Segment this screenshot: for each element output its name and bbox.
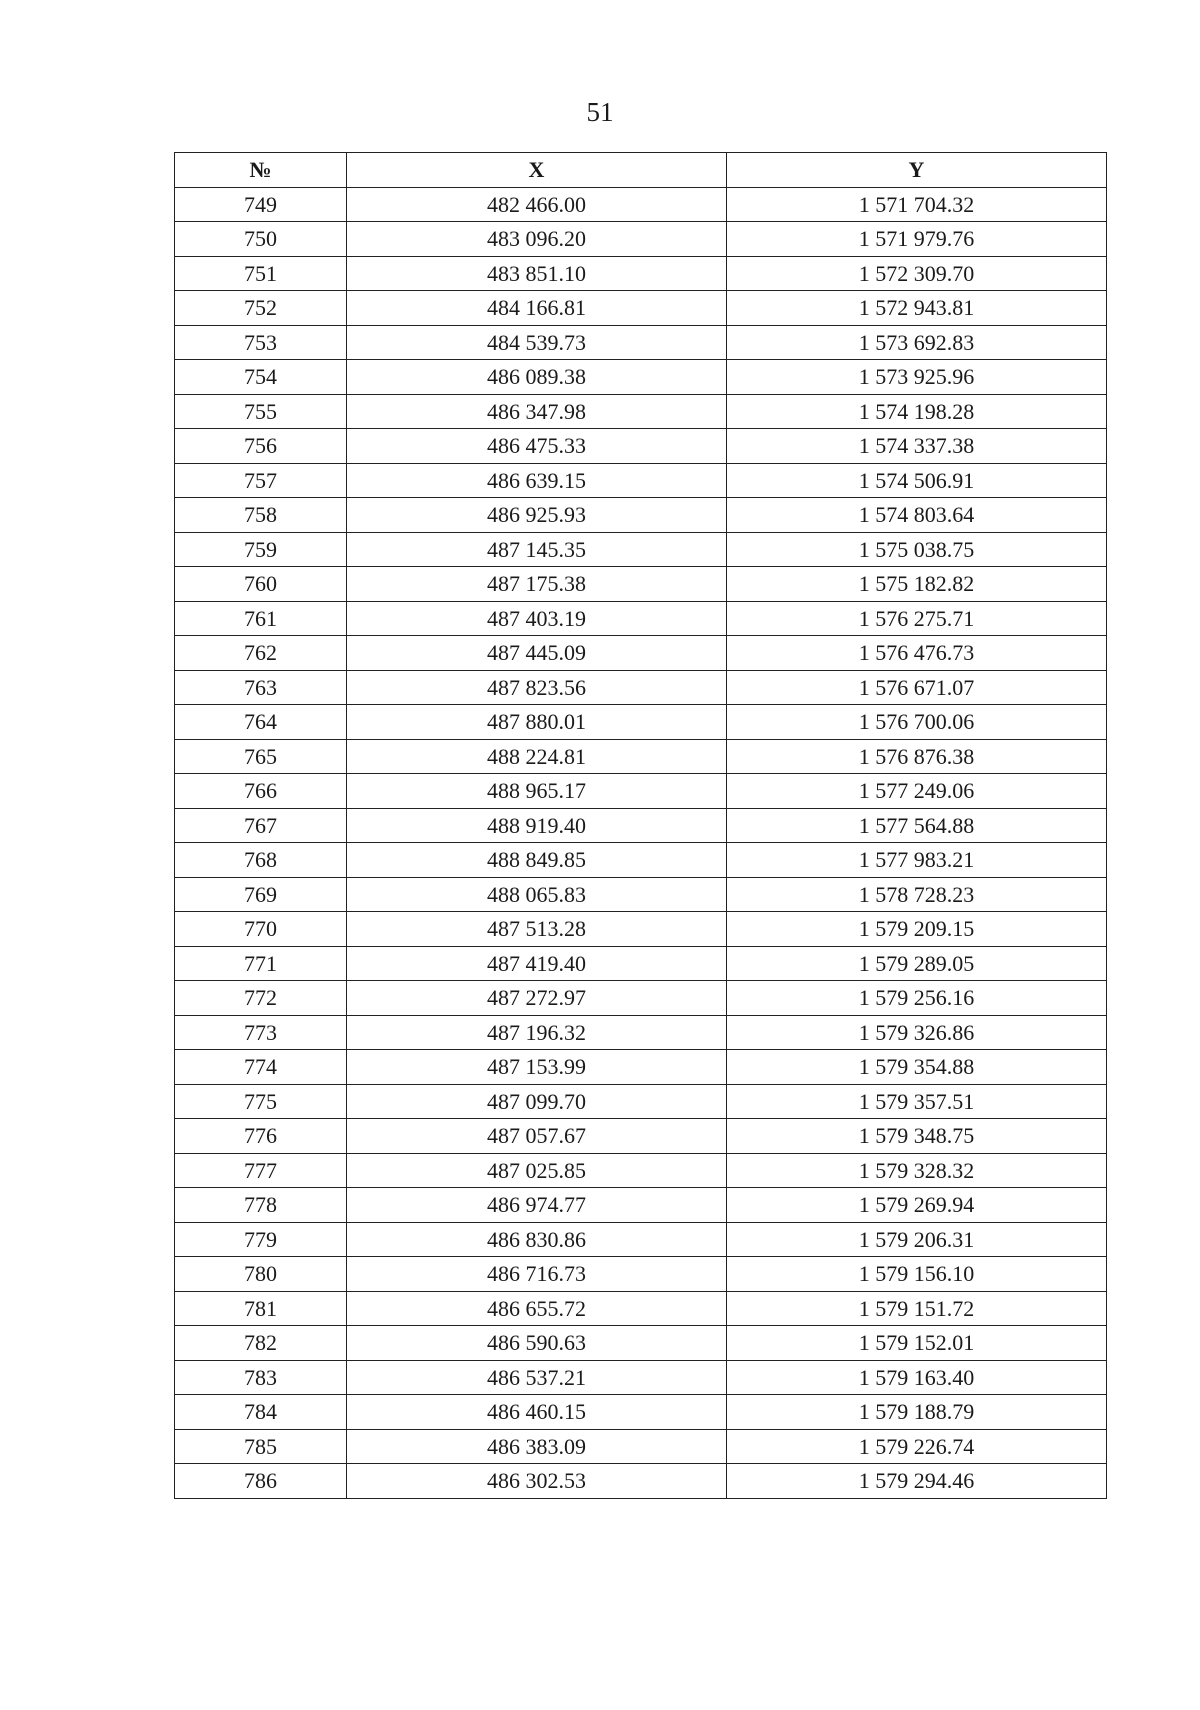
cell-y: 1 573 692.83 (727, 325, 1107, 360)
cell-y: 1 574 198.28 (727, 394, 1107, 429)
cell-number: 780 (175, 1257, 347, 1292)
table-row (175, 601, 1107, 636)
cell-y: 1 578 728.23 (727, 877, 1107, 912)
cell-number: 757 (175, 463, 347, 498)
cell-x: 486 925.93 (347, 498, 727, 533)
cell-y: 1 579 226.74 (727, 1429, 1107, 1464)
cell-y: 1 576 671.07 (727, 670, 1107, 705)
cell-number: 758 (175, 498, 347, 533)
table-row (175, 843, 1107, 878)
cell-number: 783 (175, 1360, 347, 1395)
cell-x: 487 057.67 (347, 1119, 727, 1154)
cell-y: 1 576 275.71 (727, 601, 1107, 636)
cell-y: 1 579 294.46 (727, 1464, 1107, 1499)
cell-y: 1 579 152.01 (727, 1326, 1107, 1361)
cell-x: 483 851.10 (347, 256, 727, 291)
cell-number: 764 (175, 705, 347, 740)
cell-number: 756 (175, 429, 347, 464)
table-row (175, 1153, 1107, 1188)
cell-x: 486 383.09 (347, 1429, 727, 1464)
table-row (175, 291, 1107, 326)
cell-x: 486 089.38 (347, 360, 727, 395)
cell-number: 753 (175, 325, 347, 360)
cell-y: 1 573 925.96 (727, 360, 1107, 395)
table-row (175, 1015, 1107, 1050)
cell-x: 488 965.17 (347, 774, 727, 809)
table-row (175, 1050, 1107, 1085)
cell-x: 488 224.81 (347, 739, 727, 774)
cell-y: 1 576 476.73 (727, 636, 1107, 671)
cell-y: 1 579 354.88 (727, 1050, 1107, 1085)
cell-y: 1 579 156.10 (727, 1257, 1107, 1292)
table-row (175, 877, 1107, 912)
cell-y: 1 579 328.32 (727, 1153, 1107, 1188)
cell-x: 486 302.53 (347, 1464, 727, 1499)
column-header-x: X (347, 153, 727, 188)
cell-x: 487 175.38 (347, 567, 727, 602)
table-row (175, 1084, 1107, 1119)
cell-y: 1 577 564.88 (727, 808, 1107, 843)
cell-x: 487 196.32 (347, 1015, 727, 1050)
cell-x: 487 025.85 (347, 1153, 727, 1188)
table-row (175, 670, 1107, 705)
cell-y: 1 579 163.40 (727, 1360, 1107, 1395)
cell-number: 775 (175, 1084, 347, 1119)
cell-x: 486 347.98 (347, 394, 727, 429)
cell-x: 487 419.40 (347, 946, 727, 981)
cell-y: 1 579 256.16 (727, 981, 1107, 1016)
table-row (175, 394, 1107, 429)
table-row (175, 1464, 1107, 1499)
cell-y: 1 574 337.38 (727, 429, 1107, 464)
cell-number: 754 (175, 360, 347, 395)
cell-number: 762 (175, 636, 347, 671)
cell-number: 772 (175, 981, 347, 1016)
cell-number: 765 (175, 739, 347, 774)
cell-y: 1 571 979.76 (727, 222, 1107, 257)
table-row (175, 1119, 1107, 1154)
cell-number: 776 (175, 1119, 347, 1154)
table-row (175, 1326, 1107, 1361)
cell-x: 482 466.00 (347, 187, 727, 222)
cell-number: 770 (175, 912, 347, 947)
cell-number: 778 (175, 1188, 347, 1223)
cell-x: 484 166.81 (347, 291, 727, 326)
cell-number: 755 (175, 394, 347, 429)
cell-y: 1 575 038.75 (727, 532, 1107, 567)
cell-number: 784 (175, 1395, 347, 1430)
cell-x: 486 460.15 (347, 1395, 727, 1430)
table-row (175, 187, 1107, 222)
cell-x: 488 849.85 (347, 843, 727, 878)
cell-x: 487 099.70 (347, 1084, 727, 1119)
cell-y: 1 579 348.75 (727, 1119, 1107, 1154)
table-row (175, 1291, 1107, 1326)
cell-y: 1 579 151.72 (727, 1291, 1107, 1326)
table-row (175, 256, 1107, 291)
cell-number: 782 (175, 1326, 347, 1361)
cell-x: 487 272.97 (347, 981, 727, 1016)
cell-y: 1 574 803.64 (727, 498, 1107, 533)
cell-number: 768 (175, 843, 347, 878)
cell-x: 487 145.35 (347, 532, 727, 567)
table-row (175, 739, 1107, 774)
cell-y: 1 579 289.05 (727, 946, 1107, 981)
cell-y: 1 574 506.91 (727, 463, 1107, 498)
cell-x: 486 830.86 (347, 1222, 727, 1257)
table-row (175, 463, 1107, 498)
cell-x: 486 974.77 (347, 1188, 727, 1223)
cell-y: 1 579 206.31 (727, 1222, 1107, 1257)
cell-number: 750 (175, 222, 347, 257)
table-header-row (175, 153, 1107, 188)
cell-number: 786 (175, 1464, 347, 1499)
column-header-y: Y (727, 153, 1107, 188)
cell-y: 1 571 704.32 (727, 187, 1107, 222)
cell-y: 1 576 876.38 (727, 739, 1107, 774)
column-header-number: № (175, 153, 347, 188)
cell-x: 486 475.33 (347, 429, 727, 464)
coordinates-table (174, 152, 1107, 1499)
table-row (175, 1188, 1107, 1223)
cell-x: 483 096.20 (347, 222, 727, 257)
cell-number: 760 (175, 567, 347, 602)
cell-number: 777 (175, 1153, 347, 1188)
cell-number: 752 (175, 291, 347, 326)
table-row (175, 360, 1107, 395)
cell-number: 785 (175, 1429, 347, 1464)
cell-number: 781 (175, 1291, 347, 1326)
cell-number: 759 (175, 532, 347, 567)
cell-number: 749 (175, 187, 347, 222)
table-row (175, 981, 1107, 1016)
cell-x: 488 919.40 (347, 808, 727, 843)
cell-y: 1 576 700.06 (727, 705, 1107, 740)
cell-y: 1 579 188.79 (727, 1395, 1107, 1430)
cell-x: 486 716.73 (347, 1257, 727, 1292)
table-row (175, 325, 1107, 360)
table-row (175, 532, 1107, 567)
cell-x: 487 403.19 (347, 601, 727, 636)
cell-x: 487 153.99 (347, 1050, 727, 1085)
cell-y: 1 575 182.82 (727, 567, 1107, 602)
cell-y: 1 579 326.86 (727, 1015, 1107, 1050)
table-row (175, 1395, 1107, 1430)
cell-x: 486 639.15 (347, 463, 727, 498)
table-row (175, 222, 1107, 257)
cell-y: 1 577 249.06 (727, 774, 1107, 809)
cell-x: 487 880.01 (347, 705, 727, 740)
table-row (175, 808, 1107, 843)
cell-y: 1 572 309.70 (727, 256, 1107, 291)
table-row (175, 567, 1107, 602)
table-row (175, 1429, 1107, 1464)
table-row (175, 1222, 1107, 1257)
cell-x: 488 065.83 (347, 877, 727, 912)
cell-number: 779 (175, 1222, 347, 1257)
cell-x: 487 445.09 (347, 636, 727, 671)
cell-number: 761 (175, 601, 347, 636)
table-row (175, 774, 1107, 809)
cell-number: 763 (175, 670, 347, 705)
cell-x: 486 655.72 (347, 1291, 727, 1326)
cell-y: 1 579 357.51 (727, 1084, 1107, 1119)
cell-number: 773 (175, 1015, 347, 1050)
cell-number: 767 (175, 808, 347, 843)
cell-x: 486 537.21 (347, 1360, 727, 1395)
cell-x: 484 539.73 (347, 325, 727, 360)
table-row (175, 946, 1107, 981)
page-number: 51 (586, 97, 614, 127)
cell-number: 774 (175, 1050, 347, 1085)
cell-number: 751 (175, 256, 347, 291)
table-row (175, 1257, 1107, 1292)
table-row (175, 912, 1107, 947)
cell-number: 769 (175, 877, 347, 912)
cell-x: 486 590.63 (347, 1326, 727, 1361)
table-body (175, 187, 1107, 1498)
cell-y: 1 579 209.15 (727, 912, 1107, 947)
cell-y: 1 579 269.94 (727, 1188, 1107, 1223)
table-row (175, 705, 1107, 740)
cell-y: 1 572 943.81 (727, 291, 1107, 326)
cell-number: 766 (175, 774, 347, 809)
cell-number: 771 (175, 946, 347, 981)
cell-x: 487 513.28 (347, 912, 727, 947)
cell-x: 487 823.56 (347, 670, 727, 705)
table-row (175, 1360, 1107, 1395)
table-row (175, 636, 1107, 671)
table-row (175, 429, 1107, 464)
cell-y: 1 577 983.21 (727, 843, 1107, 878)
table-row (175, 498, 1107, 533)
